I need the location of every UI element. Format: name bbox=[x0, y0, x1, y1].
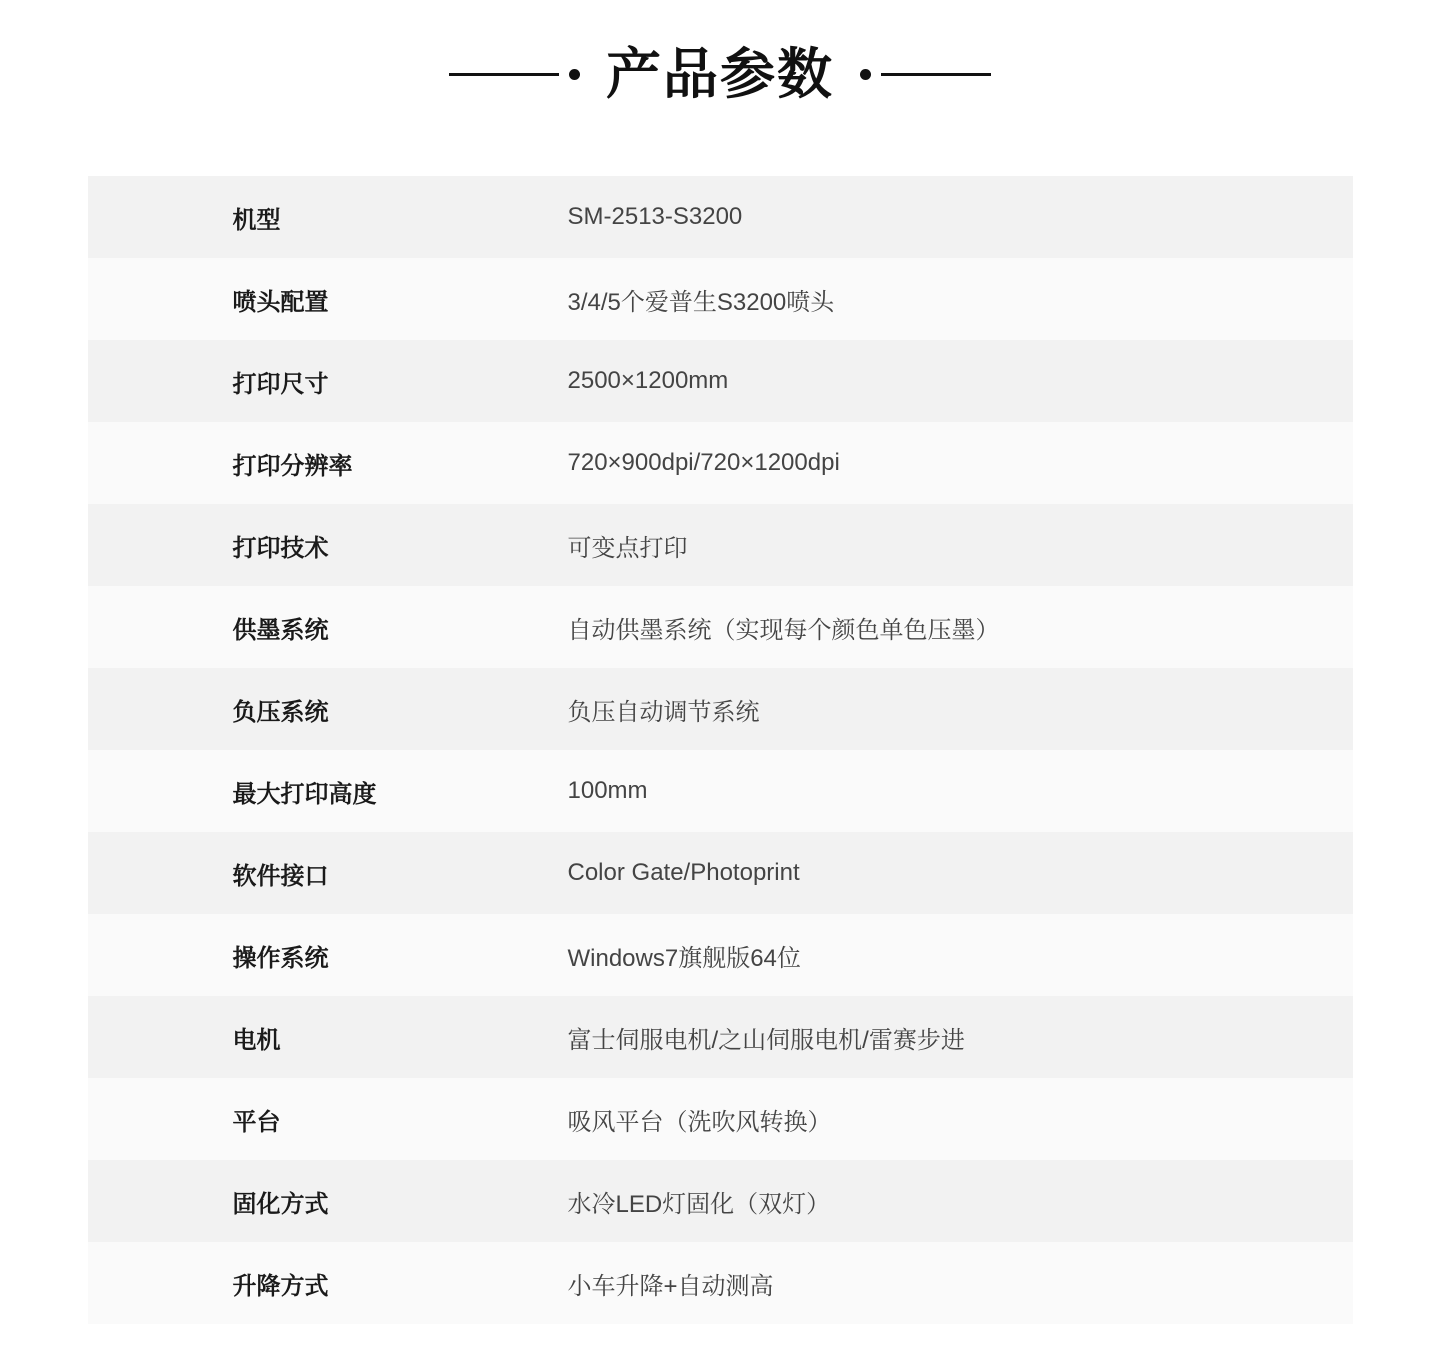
page-header-inner bbox=[449, 10, 991, 139]
spec-value: 小车升降+自动测高 bbox=[567, 1272, 774, 1300]
table-row bbox=[88, 422, 1353, 504]
spec-label: 打印尺寸 bbox=[232, 370, 329, 398]
spec-value: 吸风平台（洗吹风转换） bbox=[567, 1108, 832, 1136]
spec-label: 电机 bbox=[232, 1026, 281, 1054]
spec-value: SM-2513-S3200 bbox=[567, 203, 743, 230]
table-row bbox=[88, 258, 1353, 340]
table-row bbox=[88, 914, 1353, 996]
spec-label: 打印技术 bbox=[232, 534, 329, 562]
spec-value: 富士伺服电机/之山伺服电机/雷赛步进 bbox=[567, 1026, 965, 1054]
spec-value: 2500×1200mm bbox=[567, 367, 729, 394]
table-row bbox=[88, 1242, 1353, 1324]
spec-table bbox=[88, 176, 1353, 1324]
table-row bbox=[88, 750, 1353, 832]
spec-label: 升降方式 bbox=[232, 1272, 329, 1300]
spec-value: 3/4/5个爱普生S3200喷头 bbox=[567, 288, 835, 316]
spec-label: 喷头配置 bbox=[232, 288, 329, 316]
spec-value: 720×900dpi/720×1200dpi bbox=[567, 449, 840, 476]
spec-value: Windows7旗舰版64位 bbox=[567, 944, 801, 972]
right-line-icon bbox=[881, 73, 991, 76]
table-row bbox=[88, 340, 1353, 422]
table-row bbox=[88, 504, 1353, 586]
spec-value: 可变点打印 bbox=[567, 534, 688, 562]
table-row bbox=[88, 996, 1353, 1078]
page-title: 产品参数 bbox=[605, 42, 834, 105]
spec-label: 机型 bbox=[232, 206, 281, 234]
table-row bbox=[88, 668, 1353, 750]
table-row bbox=[88, 176, 1353, 258]
spec-label: 打印分辨率 bbox=[232, 452, 353, 480]
spec-label: 最大打印高度 bbox=[232, 780, 377, 808]
table-row bbox=[88, 832, 1353, 914]
spec-label: 平台 bbox=[232, 1108, 281, 1136]
spec-value: 100mm bbox=[567, 777, 648, 804]
left-ornament bbox=[449, 69, 580, 80]
spec-value: 自动供墨系统（实现每个颜色单色压墨） bbox=[567, 616, 1000, 644]
table-row bbox=[88, 586, 1353, 668]
page-header bbox=[0, 0, 1440, 176]
spec-value: Color Gate/Photoprint bbox=[567, 859, 800, 886]
right-ornament bbox=[860, 69, 991, 80]
spec-value: 负压自动调节系统 bbox=[567, 698, 760, 726]
spec-table-body bbox=[88, 176, 1353, 1324]
spec-label: 操作系统 bbox=[232, 944, 329, 972]
spec-label: 固化方式 bbox=[232, 1190, 329, 1218]
left-line-icon bbox=[449, 73, 559, 76]
table-row bbox=[88, 1078, 1353, 1160]
spec-label: 供墨系统 bbox=[232, 616, 329, 644]
spec-label: 软件接口 bbox=[232, 862, 329, 890]
spec-value: 水冷LED灯固化（双灯） bbox=[567, 1190, 831, 1218]
table-row bbox=[88, 1160, 1353, 1242]
spec-label: 负压系统 bbox=[232, 698, 329, 726]
right-dot-icon bbox=[860, 69, 871, 80]
left-dot-icon bbox=[569, 69, 580, 80]
